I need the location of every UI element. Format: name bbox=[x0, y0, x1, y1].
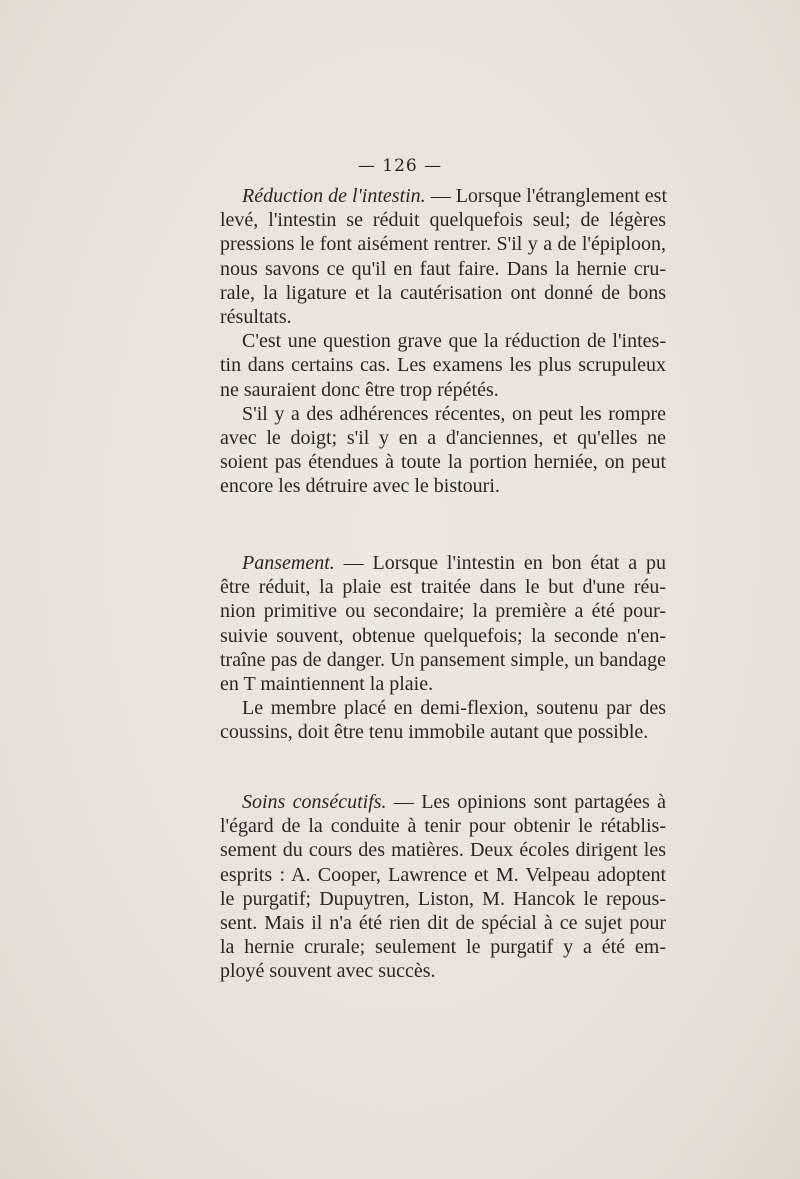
text-line: S'il y a des adhérences récentes, on peut les rompre bbox=[242, 402, 666, 425]
text-line: Le membre placé en demi-flexion, soutenu par des bbox=[242, 697, 666, 720]
text-line: le purgatif; Dupuytren, Liston, M. Hancok le repous- bbox=[220, 887, 666, 910]
text-line: nous savons ce qu'il en faut faire. Dans la hernie cru- bbox=[220, 257, 666, 280]
text-line: sement du cours des matières. Deux écoles dirigent les bbox=[220, 839, 666, 862]
text-line: coussins, doit être tenu immobile autant que possible. bbox=[220, 721, 649, 744]
text-line: l'égard de la conduite à tenir pour obtenir le rétablis- bbox=[220, 815, 666, 838]
page-number: — 126 — bbox=[357, 156, 443, 176]
text-line: esprits : A. Cooper, Lawrence et M. Velpeau adoptent bbox=[220, 863, 666, 886]
text-line: C'est une question grave que la réduction de l'intes- bbox=[242, 330, 666, 353]
section-heading: Pansement. bbox=[242, 552, 335, 574]
line-rest: — Lorsque l'étranglement est bbox=[425, 185, 667, 207]
text-line bbox=[220, 790, 666, 814]
text-line: soient pas étendues à toute la portion herniée, on peut bbox=[220, 451, 666, 474]
section-soins bbox=[220, 790, 666, 984]
section-pansement bbox=[220, 551, 666, 745]
text-line: tin dans certains cas. Les examens les plus scrupuleux bbox=[220, 354, 666, 377]
line-rest: — Les opinions sont partagées à bbox=[386, 791, 667, 813]
text-line: avec le doigt; s'il y en a d'anciennes, et qu'elles ne bbox=[220, 426, 666, 449]
text-line: traîne pas de danger. Un pansement simple, un bandage bbox=[220, 648, 666, 671]
text-line: résultats. bbox=[220, 305, 292, 328]
text-line: sent. Mais il n'a été rien dit de spécial à ce sujet pour bbox=[220, 911, 666, 934]
text-line: en T maintiennent la plaie. bbox=[220, 672, 434, 695]
section-heading: Soins consécutifs. bbox=[242, 791, 387, 813]
text-line: ployé souvent avec succès. bbox=[220, 960, 436, 983]
text-line: la hernie crurale; seulement le purgatif y a été em- bbox=[220, 936, 666, 959]
text-line: ne sauraient donc être trop répétés. bbox=[220, 378, 499, 401]
text-line bbox=[220, 184, 666, 208]
text-line: nion primitive ou secondaire; la première a été pour- bbox=[220, 600, 666, 623]
text-line: suivie souvent, obtenue quelquefois; la seconde n'en- bbox=[220, 624, 666, 647]
text-line: levé, l'intestin se réduit quelquefois seul; de légères bbox=[220, 209, 666, 232]
line-rest: — Lorsque l'intestin en bon état a pu bbox=[334, 552, 666, 574]
text-line bbox=[220, 551, 666, 575]
text-line: pressions le font aisément rentrer. S'il y a de l'épiploon, bbox=[220, 233, 666, 256]
section-reduction bbox=[220, 184, 666, 498]
text-line: être réduit, la plaie est traitée dans le but d'une réu- bbox=[220, 576, 666, 599]
text-line: encore les détruire avec le bistouri. bbox=[220, 475, 500, 498]
text-line: rale, la ligature et la cautérisation ont donné de bons bbox=[220, 281, 666, 304]
section-heading: Réduction de l'intestin. bbox=[242, 185, 426, 207]
